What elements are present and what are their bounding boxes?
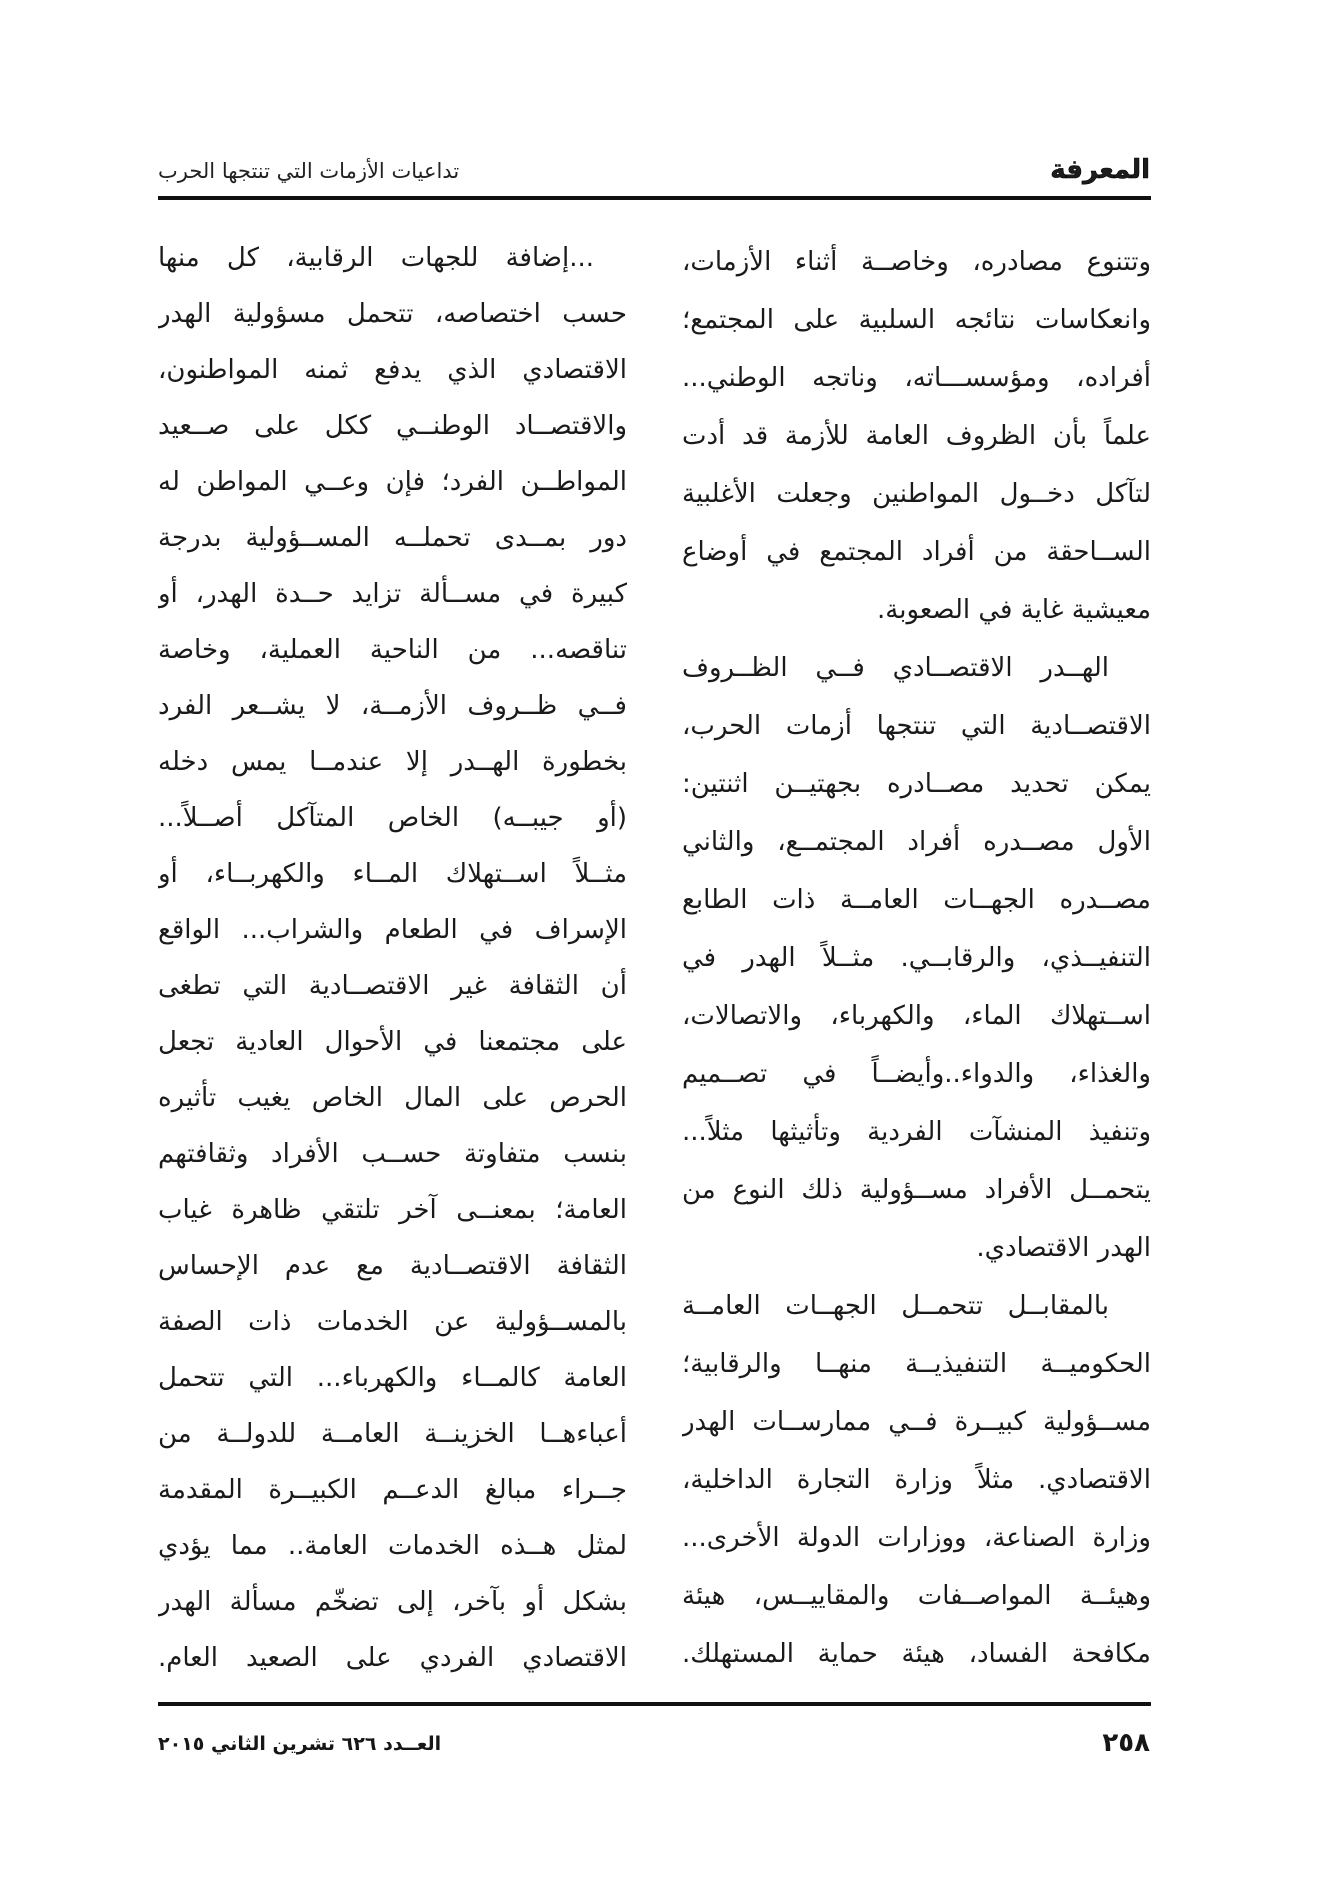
right-column-line: اســتهلاك الماء، والكهرباء، والاتصالات،: [682, 1001, 1151, 1031]
right-column-line: مســؤولية كبيــرة فــي ممارســات الهدر: [682, 1407, 1151, 1437]
page-header: [0, 0, 1339, 210]
right-column-line: الســاحقة من أفراد المجتمع في أوضاع: [682, 537, 1151, 567]
right-column-line: مصــدره الجهــات العامــة ذات الطابع: [682, 885, 1151, 915]
magazine-logo: المعرفة: [1050, 155, 1150, 185]
page-footer: [0, 1710, 1339, 1790]
left-column-line: العامة كالمــاء والكهرباء... التي تتحمل: [158, 1363, 627, 1393]
left-column-line: كبيرة في مســألة تزايد حــدة الهدر، أو: [158, 579, 627, 609]
right-column-line: الأول مصــدره أفراد المجتمــع، والثاني: [682, 827, 1151, 857]
left-column-line: بالمســؤولية عن الخدمات ذات الصفة: [158, 1307, 627, 1337]
right-column-line: الهــدر الاقتصــادي فــي الظــروف: [682, 653, 1109, 683]
left-column-line: حسب اختصاصه، تتحمل مسؤولية الهدر: [158, 299, 627, 329]
left-column-line: دور بمــدى تحملــه المســؤولية بدرجة: [158, 523, 627, 553]
issue-info: العــدد ٦٢٦ تشرين الثاني ٢٠١٥: [158, 1733, 442, 1755]
left-column-line: ...إضافة للجهات الرقابية، كل منها: [158, 243, 594, 273]
right-column-line: يمكن تحديد مصــادره بجهتيــن اثنتين:: [682, 769, 1151, 799]
right-column: [682, 233, 1151, 1683]
left-column-line: الإسراف في الطعام والشراب... الواقع: [158, 915, 627, 945]
left-column-line: الاقتصادي الفردي على الصعيد العام.: [158, 1643, 627, 1673]
left-column-line: المواطــن الفرد؛ فإن وعــي المواطن له: [158, 467, 627, 497]
right-column-line: وتتنوع مصادره، وخاصــة أثناء الأزمات،: [682, 247, 1151, 277]
right-column-line: لتآكل دخــول المواطنين وجعلت الأغلبية: [682, 479, 1151, 509]
left-column-line: بنسب متفاوتة حســب الأفراد وثقافتهم: [158, 1139, 627, 1169]
left-column-line: الحرص على المال الخاص يغيب تأثيره: [158, 1083, 627, 1113]
left-column-line: تناقصه... من الناحية العملية، وخاصة: [158, 635, 627, 665]
left-column-line: أن الثقافة غير الاقتصــادية التي تطغى: [158, 971, 627, 1001]
right-column-line: وانعكاسات نتائجه السلبية على المجتمع؛: [682, 305, 1151, 335]
right-column-line: الحكوميــة التنفيذيــة منهــا والرقابية؛: [682, 1349, 1151, 1379]
right-column-line: والغذاء، والدواء..وأيضــاً في تصــميم: [682, 1059, 1151, 1089]
header-rule: [158, 196, 1151, 200]
left-column-line: والاقتصــاد الوطنــي ككل على صــعيد: [158, 411, 627, 441]
left-column-line: (أو جيبــه) الخاص المتآكل أصــلاً...: [158, 803, 627, 833]
left-column: [158, 230, 627, 1686]
left-column-line: جــراء مبالغ الدعــم الكبيــرة المقدمة: [158, 1475, 627, 1505]
right-column-line: وهيئــة المواصــفات والمقاييــس، هيئة: [682, 1581, 1151, 1611]
right-column-line: وزارة الصناعة، ووزارات الدولة الأخرى...: [682, 1523, 1151, 1553]
left-column-line: بخطورة الهــدر إلا عندمــا يمس دخله: [158, 747, 627, 777]
article-title: تداعيات الأزمات التي تنتجها الحرب: [158, 159, 460, 183]
left-column-line: الثقافة الاقتصــادية مع عدم الإحساس: [158, 1251, 627, 1281]
left-column-line: مثــلاً اســتهلاك المــاء والكهربــاء، أو: [158, 859, 627, 889]
right-column-line: الاقتصــادية التي تنتجها أزمات الحرب،: [682, 711, 1151, 741]
left-column-line: بشكل أو بآخر، إلى تضخّم مسألة الهدر: [158, 1587, 627, 1617]
page-number: ٢٥٨: [1102, 1728, 1150, 1758]
left-column-line: لمثل هــذه الخدمات العامة.. مما يؤدي: [158, 1531, 627, 1561]
right-column-line: معيشية غاية في الصعوبة.: [877, 595, 1151, 625]
right-column-line: أفراده، ومؤسســـاته، وناتجه الوطني...: [682, 363, 1151, 393]
right-column-line: علماً بأن الظروف العامة للأزمة قد أدت: [682, 421, 1151, 451]
left-column-line: فــي ظــروف الأزمــة، لا يشــعر الفرد: [158, 691, 627, 721]
left-column-line: على مجتمعنا في الأحوال العادية تجعل: [158, 1027, 627, 1057]
left-column-line: العامة؛ بمعنــى آخر تلتقي ظاهرة غياب: [158, 1195, 627, 1225]
footer-rule: [158, 1702, 1151, 1706]
left-column-line: أعباءهــا الخزينــة العامــة للدولــة من: [158, 1419, 627, 1449]
right-column-line: مكافحة الفساد، هيئة حماية المستهلك.: [682, 1639, 1151, 1669]
right-column-line: بالمقابــل تتحمــل الجهــات العامــة: [682, 1291, 1109, 1321]
right-column-line: الهدر الاقتصادي.: [976, 1233, 1151, 1263]
right-column-line: التنفيــذي، والرقابــي. مثــلاً الهدر في: [682, 943, 1151, 973]
right-column-line: الاقتصادي. مثلاً وزارة التجارة الداخلية،: [682, 1465, 1151, 1495]
right-column-line: يتحمــل الأفراد مســؤولية ذلك النوع من: [682, 1175, 1151, 1205]
left-column-line: الاقتصادي الذي يدفع ثمنه المواطنون،: [158, 355, 627, 385]
right-column-line: وتنفيذ المنشآت الفردية وتأثيثها مثلاً...: [682, 1117, 1151, 1147]
